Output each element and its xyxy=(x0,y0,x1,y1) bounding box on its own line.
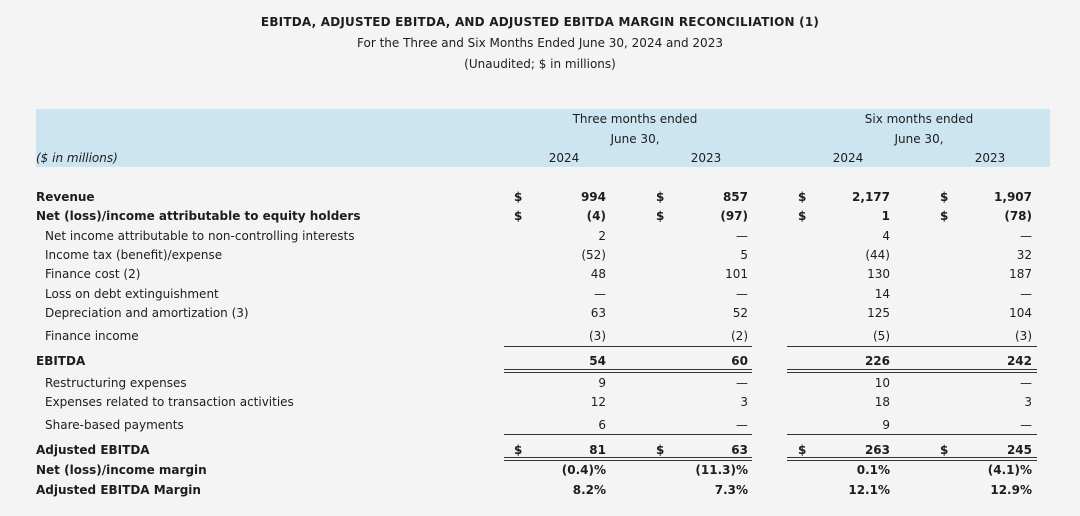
currency-symbol: $ xyxy=(798,443,807,457)
value-six-2023: 12.9% xyxy=(990,483,1032,497)
table-row xyxy=(0,461,1080,479)
value-three-2024: 54 xyxy=(589,354,606,368)
value-three-2023: 5 xyxy=(740,248,748,262)
currency-symbol: $ xyxy=(940,209,949,223)
value-six-2024: 4 xyxy=(882,229,890,243)
value-three-2023: — xyxy=(736,376,748,390)
value-six-2023: 187 xyxy=(1009,267,1032,281)
value-six-2023: (78) xyxy=(1004,209,1032,223)
currency-symbol: $ xyxy=(798,190,807,204)
value-six-2023: 242 xyxy=(1006,354,1032,368)
currency-symbol: $ xyxy=(514,190,523,204)
value-three-2023: 52 xyxy=(732,306,748,320)
value-three-2024: 63 xyxy=(590,306,606,320)
three-months-heading: Three months ended xyxy=(572,112,698,126)
six-months-subheading: June 30, xyxy=(894,132,944,146)
year-header-three-2023: 2023 xyxy=(690,151,722,165)
adjusted-rule-three-months xyxy=(504,434,752,435)
currency-symbol: $ xyxy=(940,190,949,204)
year-header-six-2023: 2023 xyxy=(974,151,1006,165)
row-label: Loss on debt extinguishment xyxy=(45,287,219,301)
value-three-2024: 81 xyxy=(589,443,606,457)
value-six-2024: 125 xyxy=(867,306,890,320)
subtotal-rule-three-months xyxy=(504,346,752,347)
table-row xyxy=(0,207,1080,225)
value-three-2023: 63 xyxy=(731,443,748,457)
value-three-2023: 101 xyxy=(725,267,748,281)
currency-symbol: $ xyxy=(940,443,949,457)
table-row xyxy=(0,304,1080,322)
currency-symbol: $ xyxy=(656,443,665,457)
row-label: EBITDA xyxy=(36,354,86,368)
six-months-heading: Six months ended xyxy=(864,112,974,126)
year-header-three-2024: 2024 xyxy=(548,151,580,165)
ebitda-double-rule-three-months xyxy=(504,369,752,373)
value-three-2024: (0.4)% xyxy=(561,463,606,477)
table-row xyxy=(0,374,1080,392)
report-header xyxy=(0,12,1080,74)
value-six-2024: 130 xyxy=(867,267,890,281)
year-header-six-2024: 2024 xyxy=(832,151,864,165)
table-row xyxy=(0,246,1080,264)
report-title: EBITDA, ADJUSTED EBITDA, AND ADJUSTED EBITDA MARGIN RECONCILIATION (1) xyxy=(260,15,820,29)
table-row xyxy=(0,393,1080,411)
value-six-2023: 104 xyxy=(1009,306,1032,320)
row-label: Finance income xyxy=(45,329,139,343)
value-six-2023: — xyxy=(1020,229,1032,243)
report-note: (Unaudited; $ in millions) xyxy=(464,57,616,71)
row-label: Adjusted EBITDA Margin xyxy=(36,483,201,497)
table-row xyxy=(0,265,1080,283)
table-row xyxy=(0,352,1080,370)
value-six-2023: 1,907 xyxy=(994,190,1032,204)
row-label: Revenue xyxy=(36,190,95,204)
value-three-2023: (2) xyxy=(731,329,748,343)
subtotal-rule-six-months xyxy=(787,346,1037,347)
value-six-2024: (44) xyxy=(865,248,890,262)
table-row xyxy=(0,188,1080,206)
value-three-2024: 994 xyxy=(580,190,606,204)
currency-symbol: $ xyxy=(514,443,523,457)
value-three-2024: 12 xyxy=(590,395,606,409)
value-six-2023: 32 xyxy=(1016,248,1032,262)
value-six-2023: — xyxy=(1020,418,1032,432)
value-six-2023: — xyxy=(1020,287,1032,301)
table-row xyxy=(0,227,1080,245)
row-label: Adjusted EBITDA xyxy=(36,443,150,457)
value-six-2024: 10 xyxy=(874,376,890,390)
value-six-2024: 1 xyxy=(881,209,890,223)
value-three-2024: 8.2% xyxy=(572,483,606,497)
value-six-2024: 9 xyxy=(882,418,890,432)
value-six-2023: (3) xyxy=(1015,329,1032,343)
value-three-2023: — xyxy=(736,229,748,243)
value-six-2024: 12.1% xyxy=(848,483,890,497)
row-label: Net (loss)/income attributable to equity holders xyxy=(36,209,361,223)
adjusted-rule-six-months xyxy=(787,434,1037,435)
row-label: Expenses related to transaction activities xyxy=(45,395,294,409)
row-label: Restructuring expenses xyxy=(45,376,187,390)
row-label: Finance cost (2) xyxy=(45,267,141,281)
value-three-2024: (52) xyxy=(581,248,606,262)
currency-symbol: $ xyxy=(514,209,523,223)
value-six-2024: 14 xyxy=(874,287,890,301)
units-label: ($ in millions) xyxy=(36,151,118,165)
value-three-2024: 6 xyxy=(598,418,606,432)
value-six-2023: 3 xyxy=(1024,395,1032,409)
value-three-2023: — xyxy=(736,418,748,432)
value-six-2023: 245 xyxy=(1006,443,1032,457)
value-six-2023: (4.1)% xyxy=(987,463,1032,477)
value-six-2023: — xyxy=(1020,376,1032,390)
value-three-2024: 2 xyxy=(598,229,606,243)
three-months-subheading: June 30, xyxy=(610,132,660,146)
value-three-2023: 857 xyxy=(722,190,748,204)
value-three-2023: 60 xyxy=(731,354,748,368)
adjusted-double-rule-six-months xyxy=(787,457,1037,461)
value-six-2024: 2,177 xyxy=(852,190,890,204)
value-six-2024: 263 xyxy=(864,443,890,457)
adjusted-double-rule-three-months xyxy=(504,457,752,461)
value-six-2024: 18 xyxy=(874,395,890,409)
table-row xyxy=(0,481,1080,499)
row-label: Depreciation and amortization (3) xyxy=(45,306,249,320)
value-three-2024: 48 xyxy=(590,267,606,281)
ebitda-double-rule-six-months xyxy=(787,369,1037,373)
table-row xyxy=(0,285,1080,303)
value-six-2024: (5) xyxy=(873,329,890,343)
value-six-2024: 0.1% xyxy=(856,463,890,477)
value-three-2024: — xyxy=(594,287,606,301)
value-six-2024: 226 xyxy=(864,354,890,368)
row-label: Income tax (benefit)/expense xyxy=(45,248,223,262)
currency-symbol: $ xyxy=(798,209,807,223)
value-three-2023: — xyxy=(736,287,748,301)
row-label: Net (loss)/income margin xyxy=(36,463,207,477)
row-label: Net income attributable to non-controlling interests xyxy=(45,229,355,243)
value-three-2024: (4) xyxy=(586,209,606,223)
row-label: Share-based payments xyxy=(45,418,184,432)
table-row xyxy=(0,327,1080,345)
value-three-2023: (97) xyxy=(720,209,748,223)
value-three-2023: 3 xyxy=(740,395,748,409)
value-three-2023: (11.3)% xyxy=(695,463,748,477)
value-three-2023: 7.3% xyxy=(714,483,748,497)
value-three-2024: (3) xyxy=(589,329,606,343)
value-three-2024: 9 xyxy=(598,376,606,390)
currency-symbol: $ xyxy=(656,209,665,223)
table-row xyxy=(0,416,1080,434)
report-period: For the Three and Six Months Ended June 30, 2024 and 2023 xyxy=(357,36,723,50)
currency-symbol: $ xyxy=(656,190,665,204)
